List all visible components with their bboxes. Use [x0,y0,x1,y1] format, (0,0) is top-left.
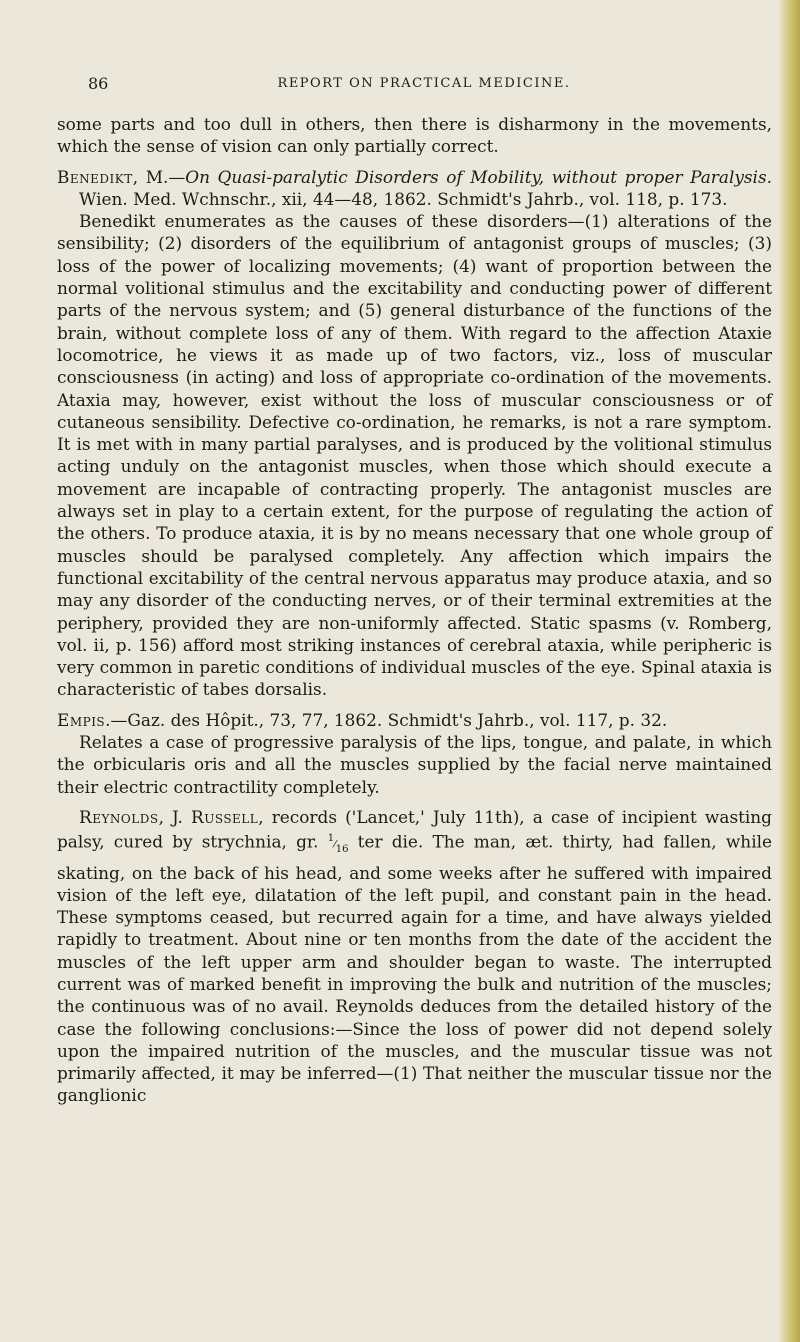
work-title: On Quasi-paralytic Disorders of Mobility, without proper Paralysis. [185,166,772,187]
fraction-denominator: 16 [335,844,349,856]
citation: .—Gaz. des Hôpit., 73, 77, 1862. Schmidt's Jahrb., vol. 117, p. 32. [105,709,668,730]
author-name: Empis [57,709,106,730]
page-edge [778,0,800,1342]
entry-text-cont: ter die. The man, æt. thirty, had fallen, while skating, on the back of his head, and some weeks after he suffered with impaired vision of the left eye, dilatation of the left pupil, and constant pain in the head. These symptoms ceased, but recurred again for a time, and have always yielded rapidly to treatment. About nine or ten months from the date of the accident the muscles of the left upper arm and shoulder began to waste. The interrupted current was of marked benefit in improving the bulk and nutrition of the muscles; the continuous was of no avail. Reynolds deduces from the detailed history of the case the following conclusions:—Since the loss of power did not depend solely upon the impaired nutrition of the muscles, and the muscular tissue was not primarily affected, it may be inferred—(1) That neither the muscular tissue nor the ganglionic [57,831,772,1106]
fraction-numerator: 1 [327,833,335,845]
benedikt-reference [57,166,772,211]
author-name: Benedikt [57,166,133,187]
citation: Wien. Med. Wchnschr., xii, 44—48, 1862. Schmidt's Jahrb., vol. 118, p. 173. [79,188,728,209]
author-name-2: Russell [190,806,259,827]
entry-text: , records ('Lancet,' July 11th), a case of incipient wasting palsy, cured by strychnia, gr. [57,806,772,852]
continued-paragraph: some parts and too dull in others, then there is disharmony in the movements, which the sense of vision can only partially correct. [57,114,772,157]
empis-summary: Relates a case of progressive paralysis of the lips, tongue, and palate, in which the orbicularis oris and all the muscles supplied by the facial nerve maintained their electric contractility completely. [57,732,772,797]
empis-reference [57,709,772,731]
running-head-title: REPORT ON PRACTICAL MEDICINE. [277,76,571,91]
benedikt-summary: Benedikt enumerates as the causes of these disorders—(1) alterations of the sensibility; (2) disorders of the equilibrium of antagonist groups of muscles; (3) loss of the power of localizing movements; (4) want of proportion between the normal volitional stimulus and the excitability and conducting power of different parts of the nervous system; and (5) general disturbance of the functions of the brain, without complete loss of any of them. With regard to the affection Ataxie locomotrice, he views it as made up of two factors, viz., loss of muscular consciousness (in acting) and loss of appropriate co-ordination of the movements. Ataxia may, however, exist without the loss of muscular consciousness or of cutaneous sensibility. Defective co-ordination, he remarks, is not a rare symptom. It is met with in many partial paralyses, and is produced by the volitional stimulus acting unduly on the antagonist muscles, when those which should execute a movement are incapable of contracting properly. The antagonist muscles are always set in play to a certain extent, for the purpose of regulating the action of the others. To produce ataxia, it is by no means necessary that one whole group of muscles should be paralysed completely. Any affection which impairs the functional excitability of the central nervous apparatus may produce ataxia, and so may any disorder of the conducting nerves, or of their terminal extremities at the periphery, provided they are non-uniformly affected. Static spasms (v. Romberg, vol. ii, p. 156) afford most striking instances of cerebral ataxia, while peripheric is very common in paretic conditions of individual muscles of the eye. Spinal ataxia is characteristic of tabes dorsalis. [57,211,772,700]
author-initials: , M.— [132,166,186,187]
author-initial: , J. [158,806,191,827]
page-number: 86 [88,74,109,93]
body-text [57,113,772,1107]
reynolds-entry: Reynolds, J. Russell, records ('Lancet,' July 11th), a case of incipient wasting palsy, cured by strychnia, gr. $^1⁄_{16}$ ter die. The man, æt. thirty, had fallen, while skating, on the back of his head, and some weeks after he suffered with impaired vision of the left eye, dilatation of the left pupil, and constant pain in the head. These symptoms ceased, but recurred again for a time, and have always yielded rapidly to treatment. About nine or ten months from the date of the accident the muscles of the left upper arm and shoulder began to waste. The interrupted current was of marked benefit in improving the bulk and nutrition of the muscles; the continuous was of no avail. Reynolds deduces from the detailed history of the case the following conclusions:—Since the loss of power did not depend solely upon the impaired nutrition of the muscles, and the muscular tissue was not primarily affected, it may be inferred—(1) That neither the muscular tissue nor the ganglionic [57,806,772,1106]
running-head [88,74,760,98]
author-name: Reynolds [79,806,159,827]
